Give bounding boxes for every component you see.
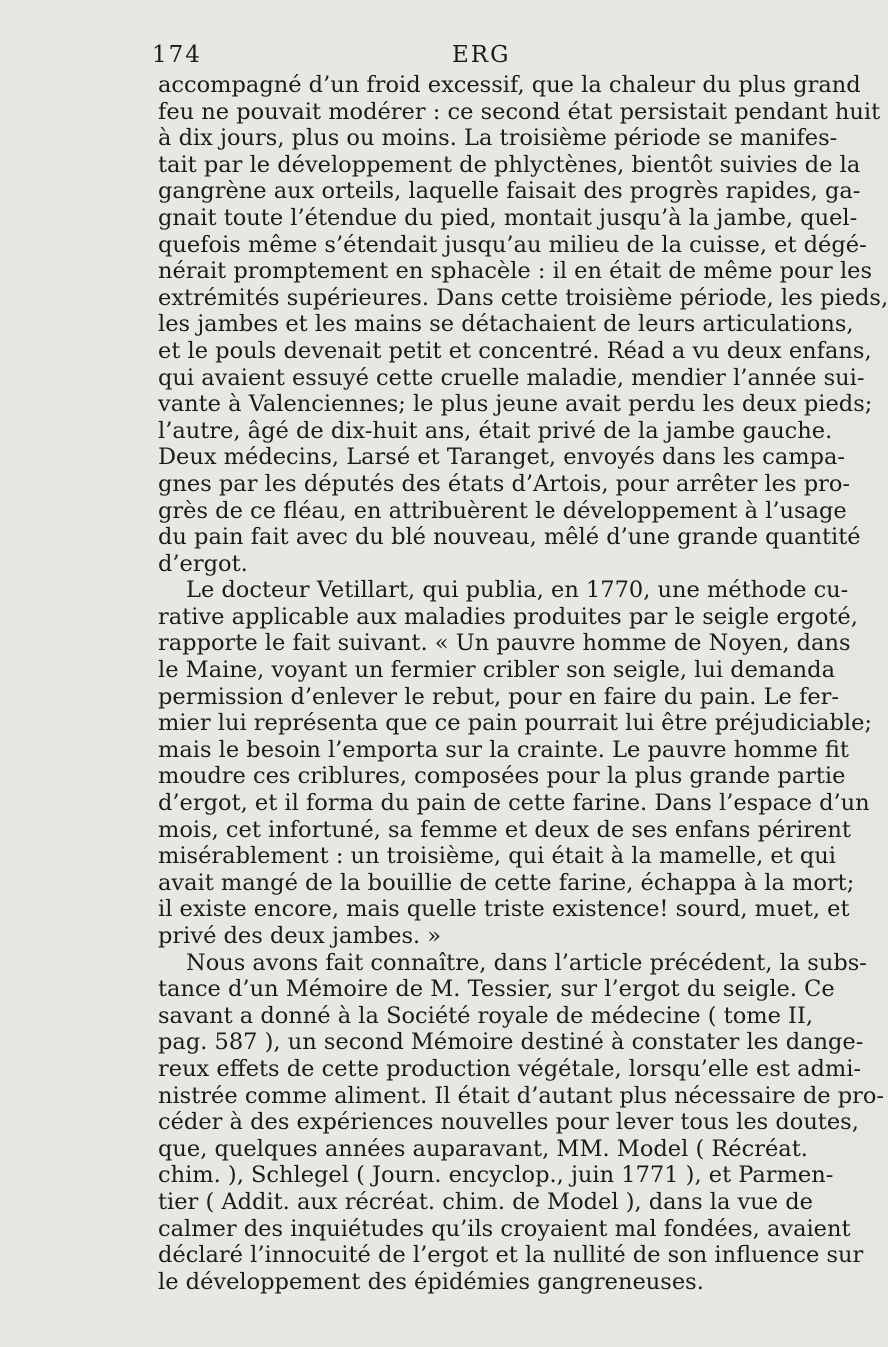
text-line: Le docteur Vetillart, qui publia, en 1770, une méthode cu- — [186, 577, 849, 604]
text-line: avait mangé de la bouillie de cette farine, échappa à la mort; — [158, 869, 855, 896]
text-line: tance d’un Mémoire de M. Tessier, sur l’ergot du seigle. Ce — [158, 976, 835, 1003]
text-line: calmer des inquiétudes qu’ils croyaient mal fondées, avaient — [158, 1215, 851, 1242]
text-line: savant a donné à la Société royale de médecine ( tome II, — [158, 1002, 813, 1029]
text-line: déclaré l’innocuité de l’ergot et la nullité de son influence sur — [158, 1242, 864, 1269]
text-line: privé des deux jambes. » — [158, 923, 442, 949]
text-line: vante à Valenciennes; le plus jeune avait perdu les deux pieds; — [158, 391, 873, 418]
body-text — [158, 72, 888, 1295]
text-line: Nous avons fait connaître, dans l’article précédent, la subs- — [186, 949, 867, 976]
text-line: tier ( Addit. aux récréat. chim. de Model ), dans la vue de — [158, 1188, 813, 1215]
text-line: nérait promptement en sphacèle : il en était de même pour les — [158, 258, 873, 285]
text-line: l’autre, âgé de dix-huit ans, était privé de la jambe gauche. — [158, 417, 833, 444]
text-line: pag. 587 ), un second Mémoire destiné à constater les dange- — [158, 1029, 864, 1056]
text-line: rative applicable aux maladies produites par le seigle ergoté, — [158, 603, 858, 630]
text-line: reux effets de cette production végétale, lorsqu’elle est admi- — [158, 1055, 862, 1082]
text-line: céder à des expériences nouvelles pour lever tous les doutes, — [158, 1109, 859, 1136]
text-line: il existe encore, mais quelle triste existence! sourd, muet, et — [158, 896, 850, 923]
text-line: tait par le développement de phlyctènes, bientôt suivies de la — [158, 151, 861, 178]
text-line: gnait toute l’étendue du pied, montait jusqu’à la jambe, quel- — [158, 204, 858, 231]
text-line: les jambes et les mains se détachaient de leurs articulations, — [158, 311, 854, 338]
text-line: et le pouls devenait petit et concentré. Réad a vu deux enfans, — [158, 337, 872, 364]
text-line: à dix jours, plus ou moins. La troisième période se manifes- — [158, 125, 838, 152]
text-line: mois, cet infortuné, sa femme et deux de ses enfans périrent — [158, 816, 851, 843]
text-line: accompagné d’un froid excessif, que la chaleur du plus grand — [158, 72, 861, 98]
text-line: permission d’enlever le rebut, pour en faire du pain. Le fer- — [158, 683, 839, 710]
text-line: Deux médecins, Larsé et Taranget, envoyés dans les campa- — [158, 444, 846, 471]
text-line: feu ne pouvait modérer : ce second état persistait pendant huit — [158, 98, 881, 125]
text-line: grès de ce fléau, en attribuèrent le développement à l’usage — [158, 497, 847, 524]
paragraph-1 — [158, 72, 888, 577]
text-line: le développement des épidémies gangreneuses. — [158, 1268, 704, 1295]
paragraph-2 — [158, 577, 873, 949]
text-line: rapporte le fait suivant. « Un pauvre homme de Noyen, dans — [158, 630, 851, 657]
text-line: gangrène aux orteils, laquelle faisait des progrès rapides, ga- — [158, 178, 861, 205]
text-line: extrémités supérieures. Dans cette troisième période, les pieds, — [158, 284, 888, 311]
text-line: d’ergot, et il forma du pain de cette farine. Dans l’espace d’un — [158, 790, 870, 817]
text-line: moudre ces criblures, composées pour la plus grande partie — [158, 763, 846, 790]
text-line: mais le besoin l’emporta sur la crainte. Le pauvre homme fit — [158, 736, 849, 763]
text-line: quefois même s’étendait jusqu’au milieu de la cuisse, et dégé- — [158, 231, 867, 258]
text-line: d’ergot. — [158, 550, 248, 577]
page-number: 174 — [152, 42, 202, 68]
text-line: que, quelques années auparavant, MM. Model ( Récréat. — [158, 1135, 808, 1162]
text-line: chim. ), Schlegel ( Journ. encyclop., juin 1771 ), et Parmen- — [158, 1162, 834, 1189]
text-line: qui avaient essuyé cette cruelle maladie, mendier l’année sui- — [158, 364, 865, 391]
text-line: misérablement : un troisième, qui était à la mamelle, et qui — [158, 843, 836, 870]
text-line: gnes par les députés des états d’Artois, pour arrêter les pro- — [158, 470, 851, 497]
running-head: ERG — [452, 42, 511, 68]
paragraph-3 — [158, 949, 885, 1296]
text-line: nistrée comme aliment. Il était d’autant plus nécessaire de pro- — [158, 1082, 885, 1109]
text-line: du pain fait avec du blé nouveau, mêlé d’une grande quantité — [158, 524, 861, 551]
text-line: le Maine, voyant un fermier cribler son seigle, lui demanda — [158, 657, 835, 684]
text-line: mier lui représenta que ce pain pourrait lui être préjudiciable; — [158, 710, 873, 737]
